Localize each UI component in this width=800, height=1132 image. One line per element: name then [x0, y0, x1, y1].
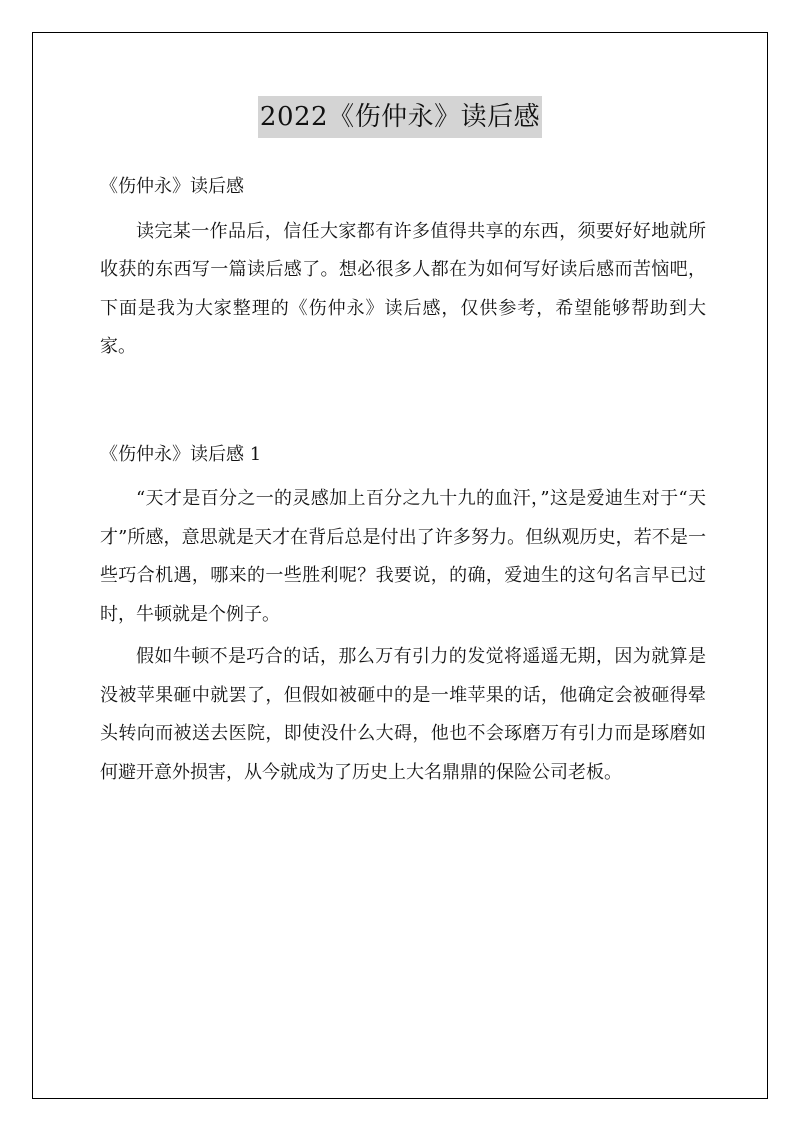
section-1-paragraph-1: “天才是百分之一的灵感加上百分之九十九的血汗，”这是爱迪生对于“天才”所感，意思就是天才在背后总是付出了许多努力。但纵观历史，若不是一些巧合机遇，哪来的一些胜利呢？我要说，的确，爱迪生的这句名言早已过时，牛顿就是个例子。: [100, 488, 706, 625]
document-body: [100, 168, 706, 792]
section-1-paragraph-2: 假如牛顿不是巧合的话，那么万有引力的发觉将遥遥无期，因为就算是没被苹果砸中就罢了，但假如被砸中的是一堆苹果的话，他确定会被砸得晕头转向而被送去医院，即使没什么大碍，他也不会琢磨万有引力而是琢磨如何避开意外损害，从今就成为了历史上大名鼎鼎的保险公司老板。: [100, 646, 706, 783]
document-title: 2022《伤仲永》读后感: [258, 96, 542, 138]
intro-heading: 《伤仲永》读后感: [100, 176, 244, 197]
section-spacer: [100, 367, 706, 436]
title-container: [0, 96, 800, 138]
intro-paragraph: 读完某一作品后，信任大家都有许多值得共享的东西，须要好好地就所收获的东西写一篇读后感了。想必很多人都在为如何写好读后感而苦恼吧，下面是我为大家整理的《伤仲永》读后感，仅供参考，希望能够帮助到大家。: [100, 220, 706, 357]
section-1-heading: 《伤仲永》读后感 1: [100, 443, 262, 465]
